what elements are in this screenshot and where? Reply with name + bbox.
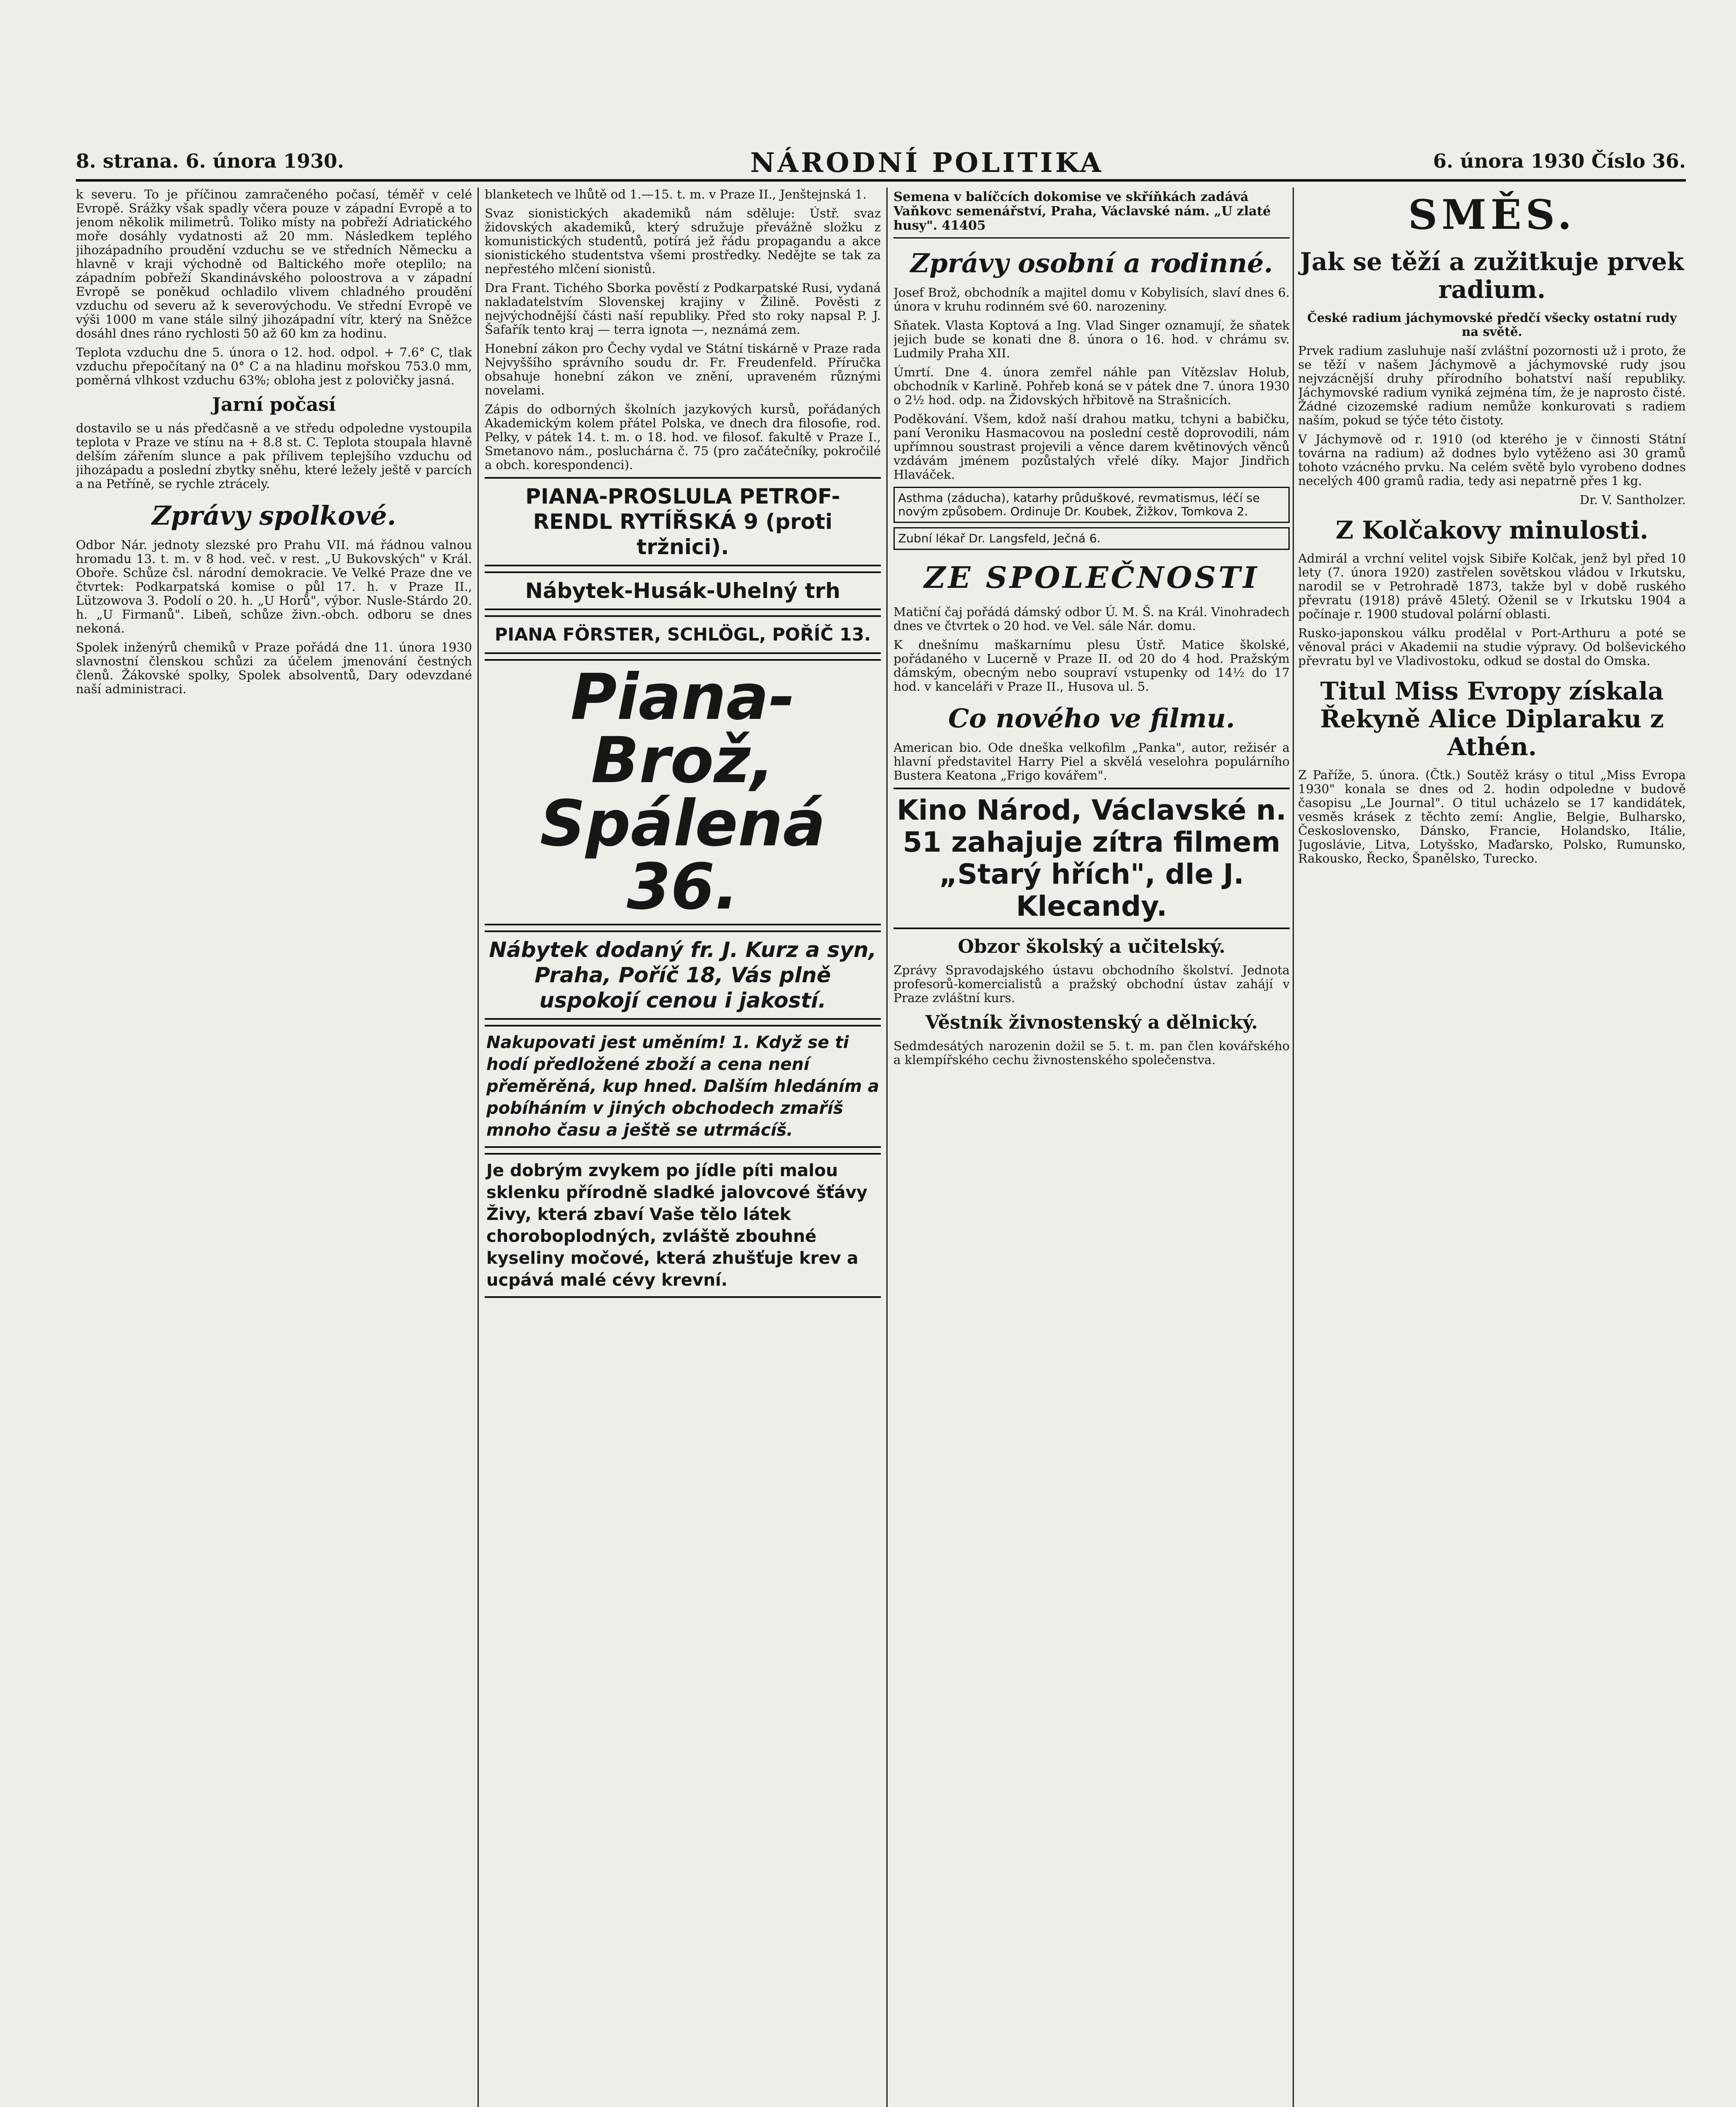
column-notices-ads	[485, 188, 881, 2107]
doctor-ad-dentist: Zubní lékař Dr. Langsfeld, Ječná 6.	[893, 527, 1290, 550]
language-course-notice: Zápis do odborných školních jazykových kursů, pořádaných Akademickým kolem přátel Polska, ve dnech dra filosofie, rod. Pelky, v pátek 14. t. m. o 18. hod. ve filosof. fakultě v Praze I., Smetanovo nám., posluchárna č. 75 (pro začátečníky, pokročilé a obch. korespondenci).	[485, 402, 881, 472]
spring-weather-heading: Jarní počasí	[212, 394, 336, 416]
personal-news-2: Sňatek. Vlasta Koptová a Ing. Vlad Singer oznamují, že sňatek jejich bude se konati dne 8. února o 16. hod. v chrámu sv. Ludmily Praha XII.	[893, 318, 1290, 360]
chemists-society-text: Spolek inženýrů chemiků v Praze pořádá dne 11. února 1930 slavnostní členskou schůzi za účelem jmenování čestných členů. Žákovské spolky, Spolek absolventů, Dary odevzdané naší administraci.	[76, 640, 472, 696]
radium-text-2: V Jáchymově od r. 1910 (od kterého je v činnosti Státní továrna na radium) až dodnes bylo vytěženo asi 30 gramů tohoto vzácného prvku. Na celém světě bylo vyrobeno dodnes necelých 400 gramů radia, tedy asi nepatrně přes 1 kg.	[1298, 432, 1686, 488]
society-news-text: Odbor Nár. jednoty slezské pro Prahu VII. má řádnou valnou hromadu 13. t. m. v 8 hod. več. v rest. „U Bukovských" v Král. Oboře. Schůze čsl. národní demokracie. Ve Velké Praze dne ve čtvrtek: Podkarpatská komise o půl 17. h. v Praze II., Lützowova 3. Podolí o 20. h. „U Horů", výbor. Nusle-Stárdo 20. h. „U Firmanů". Libeň, schůze živn.-obch. odboru se dnes nekoná.	[76, 538, 472, 635]
book-notice: Dra Frant. Tichého Sborka pověstí z Podkarpatské Rusi, vydaná nakladatelstvím Slovenskej krajiny v Žilině. Pověsti z nejvýchodnější části naší republiky. Před sto roky napsal P. J. Šafařík tento kraj — terra ignota —, neznámá zem.	[485, 281, 881, 337]
hunting-law-notice: Honební zákon pro Čechy vydal ve Státní tiskárně v Praze rada Nejvyššího správního soudu dr. Fr. Freudenfeld. Příručka obsahuje honební zákon ve znění, upraveném různými novelami.	[485, 341, 881, 397]
trade-item: Sedmdesátých narozenin dožil se 5. t. m. pan člen kovářského a klempířského cechu živnostenského společenstva.	[893, 1039, 1290, 1067]
weather-report: k severu. To je příčinou zamračeného počasí, téměř v celé Evropě. Srážky však spadly včera pouze v západní Evropě a to jenom několik milimetrů. Toliko místy na pobřeží Adriatického moře dosáhly vydatnosti až 20 mm. Následkem teplého jihozápadního proudění vzduchu se ve středních Německu a hlavně v kraji východně od Baltického moře oteplilo; na západním pobřeží Skandinávského poloostrova a v západní Evropě se poněkud ochladilo vlivem chladného proudění vzduchu od severu až k severovýchodu. Ve střední Evropě ve výši 1000 m vane stále silný jihozápadní vítr, který na Sněžce dosáhl dnes ráno rychlosti 50 až 60 km za hodinu.	[76, 188, 472, 340]
personal-news-3: Úmrtí. Dne 4. února zemřel náhle pan Vítězslav Holub, obchodník v Karlině. Pohřeb koná se v pátek dne 7. února 1930 o 2½ hod. odp. na Židovských hřbitově na Strašnicích.	[893, 365, 1290, 407]
ad-nakupovati: Nakupovati jest uměním! 1. Když se ti hodí předložené zboží a cena není přeměrěná, kup hned. Dalším hledáním a pobíháním v jiných obchodech zmaříš mnoho času a ještě se utrmácíš.	[485, 1025, 881, 1148]
column-rule	[886, 188, 888, 2107]
school-item: Zprávy Spravodajského ústavu obchodního školství. Jednota profesorů-komercialistů a pražský obchodní ústav zahájí v Praze zvláštní kurs.	[893, 963, 1290, 1005]
ad-piana-broz-line1: Piana-Brož,	[570, 661, 795, 797]
seed-notice: Semena v balíčcích dokomise ve skříňkách zadává Vaňkovc semenářství, Praha, Václavské nám. „U zlaté husy". 41405	[893, 188, 1290, 239]
film-heading: Co nového ve filmu.	[948, 703, 1235, 734]
miss-europe-headline: Titul Miss Evropy získala Řekyně Alice Diplaraku z Athén.	[1320, 677, 1664, 761]
society-item-2: K dnešnímu maškarnímu plesu Ústř. Matice školské, pořádaného v Lucerně v Praze II. od 20 do 4 hod. Pražským dámským, obecným nebo soupraví vstupenky od 14½ do 17 hod. v kanceláři v Praze II., Husova ul. 5.	[893, 638, 1290, 694]
radium-headline: Jak se těží a zužitkuje prvek radium.	[1300, 247, 1684, 304]
column-miscellany	[1298, 188, 1686, 2107]
radium-text-1: Prvek radium zasluhuje naší zvláštní pozornosti už i proto, že se těží v našem Jáchymově a jáchymovské rudy jsou nejvzácnější druhy přírodního bohatství naší republiky. Jáchymovské radium vyniká zejména tím, že je naprosto čisté. Žádné cizozemské radium nemůže konkurovati s radiem naším, pokud se týče této čistoty.	[1298, 343, 1686, 427]
column-rule	[478, 188, 479, 2107]
column-rule	[1293, 188, 1294, 2107]
page-number-date: 8. strana. 6. února 1930.	[76, 150, 344, 172]
issue-date-number: 6. února 1930 Číslo 36.	[1433, 150, 1686, 172]
miscellany-heading: SMĚS.	[1408, 191, 1576, 239]
ad-piana-petrof: PIANA-PROSLULA PETROF-RENDL RYTÍŘSKÁ 9 (proti tržnici).	[485, 477, 881, 566]
ad-piana-broz	[485, 659, 881, 925]
society-news-heading: Zprávy spolkové.	[152, 500, 396, 531]
masthead-title: NÁRODNÍ POLITIKA	[750, 147, 1104, 179]
society-item-1: Matiční čaj pořádá dámský odbor Ú. M. Š. na Král. Vinohradech dnes ve čtvrtek o 20 hod. ve Vel. sále Nár. domu.	[893, 605, 1290, 633]
ad-piana-forster: PIANA FÖRSTER, SCHLÖGL, POŘÍČ 13.	[485, 615, 881, 654]
radium-subheadline: České radium jáchymovské předčí všecky ostatní rudy na světě.	[1307, 311, 1677, 339]
kolcak-text-2: Rusko-japonskou válku prodělal v Port-Arthuru a poté se věnoval práci v Akademii na studie výpravy. Od bolševického převratu byl ve Vladivostoku, odkud se dostal do Omska.	[1298, 626, 1686, 668]
ad-kino-narod: Kino Národ, Václavské n. 51 zahajuje zítra filmem „Starý hřích", dle J. Klecandy.	[893, 788, 1290, 929]
personal-news-1: Josef Brož, obchodník a majitel domu v Kobylisích, slaví dnes 6. února v kruhu rodinném své 60. narozeniny.	[893, 285, 1290, 314]
kolcak-headline: Z Kolčakovy minulosti.	[1336, 516, 1648, 544]
ad-piana-broz-line2: Spálená 36.	[540, 787, 826, 924]
column-personal-society	[893, 188, 1290, 2107]
radium-author: Dr. V. Santholzer.	[1580, 493, 1686, 507]
column-weather-societies	[76, 188, 472, 2107]
school-heading: Obzor školský a učitelský.	[958, 936, 1226, 957]
page-header	[76, 147, 1686, 182]
spring-weather-text: dostavilo se u nás předčasně a ve středu odpoledne vystoupila teplota v Praze ve stínu na + 8.8 st. C. Teplota stoupala hlavně delším zářením slunce a pak přílivem teplejšího vzduchu od jihozápadu a poslední zbytky sněhu, které ležely ještě v parcích a na Petříně, se rychle ztrácely.	[76, 421, 472, 491]
personal-news-heading: Zprávy osobní a rodinné.	[910, 248, 1273, 279]
notice-text: blanketech ve lhůtě od 1.—15. t. m. v Praze II., Jenštejnská 1.	[485, 188, 867, 201]
trade-heading: Věstník živnostenský a dělnický.	[925, 1012, 1258, 1033]
personal-news-4: Poděkování. Všem, kdož naší drahou matku, tchyni a babičku, paní Veroniku Hasmacovou na poslední cestě doprovodili, nám upřímnou soustrast projevili a věnce darem květinových věnců vzdávám jménem pozůstalých vřelé díky. Major Jindřich Hlaváček.	[893, 412, 1290, 482]
doctor-ad-asthma: Asthma (záducha), katarhy průduškové, revmatismus, léčí se novým způsobem. Ordinuje Dr. Koubek, Žižkov, Tomkova 2.	[893, 487, 1290, 523]
ad-nabytek-kurz: Nábytek dodaný fr. J. Kurz a syn, Praha, Poříč 18, Vás plně uspokojí cenou i jakostí.	[485, 930, 881, 1020]
society-heading: ZE SPOLEČNOSTI	[924, 560, 1259, 595]
miss-europe-text: Z Paříže, 5. února. (Čtk.) Soutěž krásy o titul „Miss Evropa 1930" konala se dnes od 2. hodin odpoledne v budově časopisu „Le Journal". O titul ucházelo se 17 kandidátek, vesměs krásek z těchto zemí: Anglie, Belgie, Bulharsko, Československo, Dánsko, Francie, Holandsko, Itálie, Jugoslávie, Litva, Lotyšsko, Maďarsko, Polsko, Rumunsko, Rakousko, Řecko, Španělsko, Turecko.	[1298, 768, 1686, 866]
kolcak-text-1: Admirál a vrchní velitel vojsk Sibiře Kolčak, jenž byl před 10 lety (7. února 1920) zastřelen sovětskou vládou v Irkutsku, narodil se v Petrohradě 1873, takže byl v době ruského převratu (1918) právě 45letý. Oženil se v Irkutsku 1904 a počínaje r. 1900 studoval polární oblasti.	[1298, 551, 1686, 621]
film-item: American bio. Ode dneška velkofilm „Panka", autor, režisér a hlavní představitel Harry Piel a skvělá veselohra populárního Bustera Keatona „Frigo kovářem".	[893, 740, 1290, 783]
temperature-report: Teplota vzduchu dne 5. února o 12. hod. odpol. + 7.6° C, tlak vzduchu přepočítaný na 0° C a na hladinu mořskou 753.0 mm, poměrná vlhkost vzduchu 63%; obloha jest z polovičky jasná.	[76, 345, 472, 387]
zionist-notice: Svaz sionistických akademiků nám sděluje: Ústř. svaz židovských akademiků, který sdružuje převážně složku z komunistických studentů, potírá jež řádu propagandu a akce sionistického studentstva všemi prostředky. Nedějte se tak za nepřestého mlčení sionistů.	[485, 206, 881, 276]
ad-nabytek-husak: Nábytek-Husák-Uhelný trh	[485, 571, 881, 610]
ad-jalovcova-stava: Je dobrým zvykem po jídle píti malou sklenku přírodně sladké jalovcové šťávy Živy, která zbaví Vaše tělo látek choroboplodných, zvláště zbouhné kyseliny močové, která zhušťuje krev a ucpává malé cévy krevní.	[485, 1153, 881, 1298]
